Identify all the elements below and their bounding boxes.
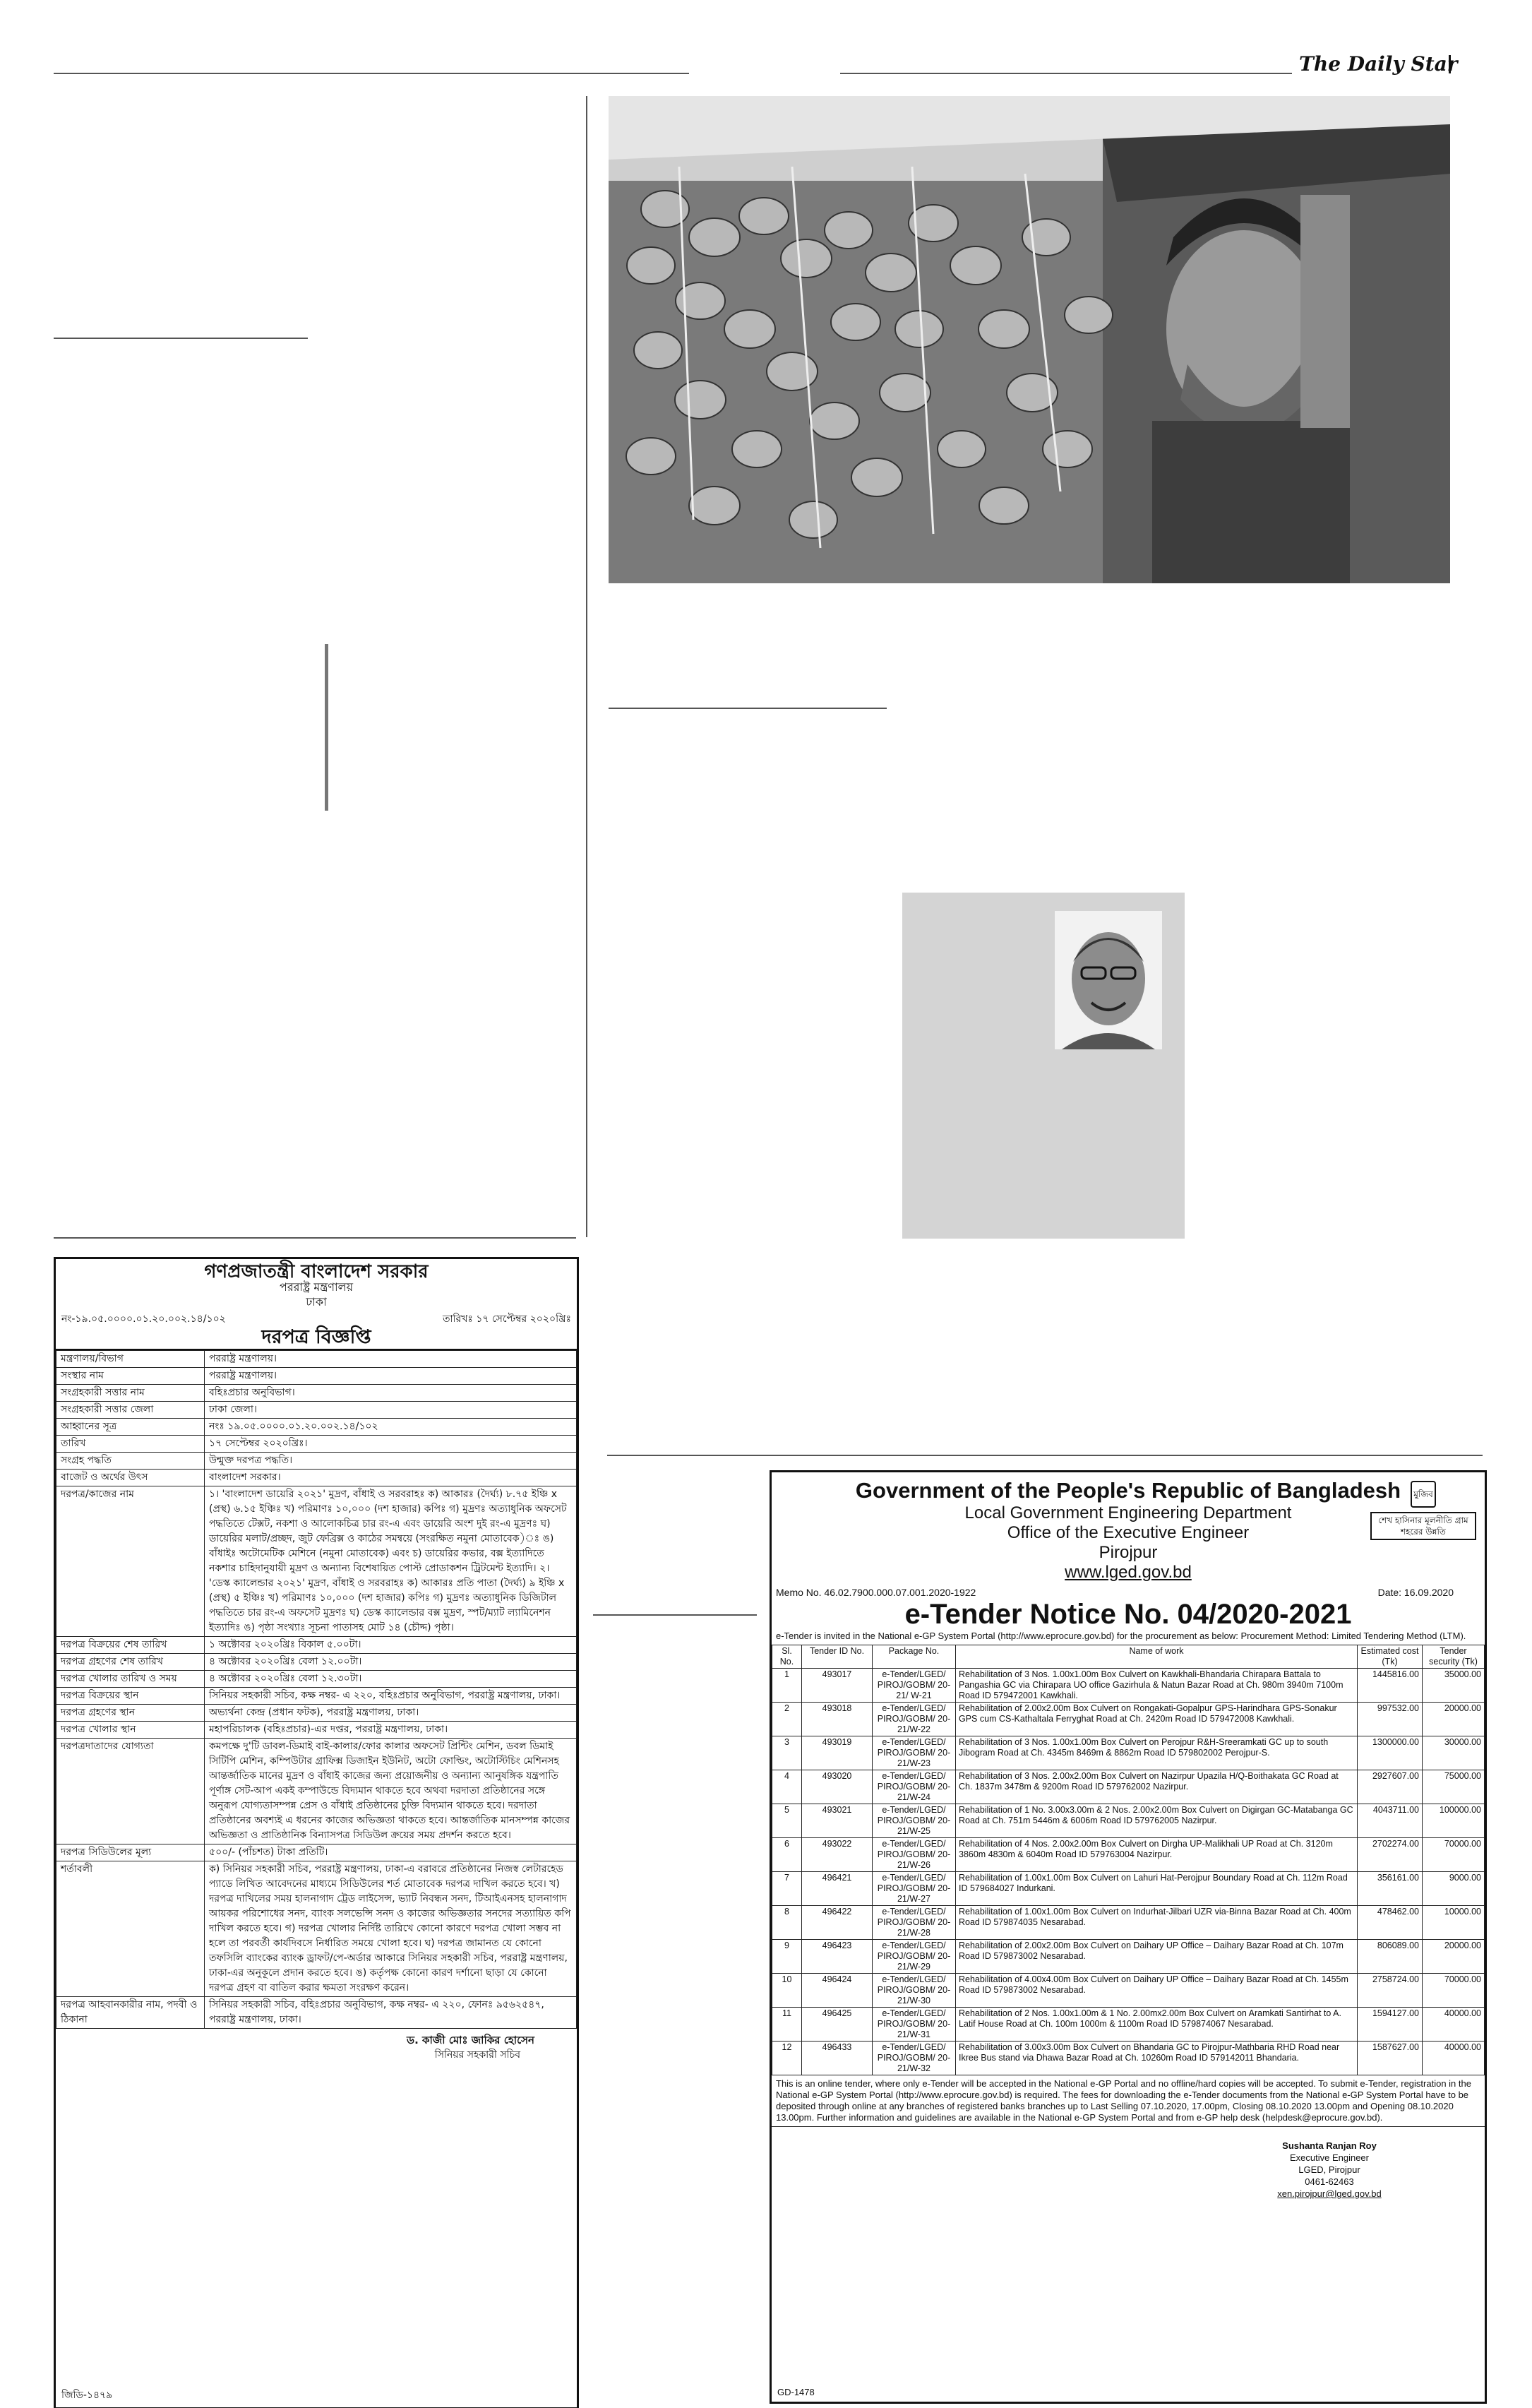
bn-heading: দরপত্র বিজ্ঞপ্তি: [56, 1330, 577, 1350]
table-row: [772, 1974, 1485, 2008]
bn-row: [56, 1688, 577, 1705]
en-cell-sl: 10: [772, 1974, 802, 2008]
section-rule-left: [54, 1237, 576, 1239]
en-cell-id: 496421: [802, 1872, 873, 1906]
en-cell-cost: 2758724.00: [1358, 1974, 1423, 2008]
bn-row: [56, 1436, 577, 1453]
table-row: [772, 1872, 1485, 1906]
bn-row-value: ১ অক্টোবর ২০২০খ্রিঃ বিকাল ৫.০০টা।: [205, 1637, 577, 1654]
bn-row-label: মন্ত্রণালয়/বিভাগ: [56, 1351, 205, 1368]
bn-row-label: দরপত্র বিক্রয়ের স্থান: [56, 1688, 205, 1705]
top-rule-left: [54, 73, 689, 74]
small-rule-right: [593, 1614, 757, 1616]
pullquote-bar: [325, 644, 328, 811]
en-cell-pkg: e-Tender/LGED/ PIROJ/GOBM/ 20-21/W-30: [873, 1974, 956, 2008]
en-phone: 0461-62463: [1305, 2176, 1354, 2187]
en-cell-sec: 20000.00: [1423, 1940, 1485, 1974]
en-code: GD-1478: [777, 2387, 815, 2397]
bn-row-value: কমপক্ষে দু'টি ডাবল-ডিমাই বাই-কালার/ফোর কালার অফসেট প্রিন্টিং মেশিন, ডবল ডিমাই সিটিপি মেশিন, কম্পিউটার গ্রাফিক্স ডিজাইন ইউনিট, অটো ফোল্ডিং, অটোস্টিচিং মেশিনসহ আন্তর্জাতিক মানের মুদ্রণ ও বাঁধাই কাজের জন্য প্রয়োজনীয় ও অন্যান্য আনুষঙ্গিক যন্ত্রপাতি পূর্ণাঙ্গ সেট-আপ একই কম্পাউন্ডে বিদ্যমান থাকতে হবে অথবা দরদাতা প্রতিষ্ঠানের সঙ্গে অনুরূপ যোগ্যতাসম্পন্ন প্রেস ও বাঁধাই প্রতিষ্ঠানের চুক্তি বিদ্যমান থাকতে হবে। দরদাতা প্রতিষ্ঠানের অবশ্যই এ ধরনের কাজের অভিজ্ঞতা থাকতে হবে। আন্তর্জাতিক মানসম্পন্ন কাজের অভিজ্ঞতা ও প্রাতিষ্ঠানিক বিন্যাসপত্র সিডিউল ক্রয়ের সময় প্রদর্শন করতে হবে।: [205, 1739, 577, 1844]
news-photo-dates: [609, 96, 1450, 583]
bn-row-value: অভ্যর্থনা কেন্দ্র (প্রধান ফটক), পররাষ্ট্র মন্ত্রণালয়, ঢাকা।: [205, 1705, 577, 1722]
bn-city: ঢাকা: [306, 1295, 327, 1309]
en-tender-notice: [770, 1470, 1487, 2404]
author-portrait: [1055, 911, 1162, 1049]
en-column-header: Package No.: [873, 1645, 956, 1669]
en-cell-sl: 3: [772, 1736, 802, 1770]
bn-row-label: সংগ্রহকারী সত্তার জেলা: [56, 1402, 205, 1419]
en-cell-sec: 70000.00: [1423, 1838, 1485, 1872]
en-cell-sl: 12: [772, 2042, 802, 2075]
en-cell-cost: 2927607.00: [1358, 1770, 1423, 1804]
bn-row-label: আহ্বানের সূত্র: [56, 1419, 205, 1436]
table-row: [772, 1669, 1485, 1703]
bn-row-label: দরপত্র আহবানকারীর নাম, পদবী ও ঠিকানা: [56, 1997, 205, 2029]
en-cell-sl: 8: [772, 1906, 802, 1940]
en-cell-sec: 9000.00: [1423, 1872, 1485, 1906]
bn-row-label: সংগ্রহ পদ্ধতি: [56, 1453, 205, 1470]
en-cell-id: 493020: [802, 1770, 873, 1804]
en-signer: Sushanta Ranjan Roy: [1282, 2140, 1377, 2151]
en-cell-id: 496422: [802, 1906, 873, 1940]
en-cell-id: 493022: [802, 1838, 873, 1872]
en-cell-work: Rehabilitation of 3 Nos. 1.00x1.00m Box Culvert on Kawkhali-Bhandaria Chirapara Battala to Pangashia GC via Chirapara UO office Gazirhula & Natun Bazar Road at Ch. 980m 3940m 7100m Road ID 579472001 Kawkhali.: [956, 1669, 1358, 1703]
bn-signer: ড. কাজী মোঃ জাকির হোসেন: [407, 2034, 534, 2046]
bn-row-label: দরপত্র গ্রহণের শেষ তারিখ: [56, 1654, 205, 1671]
en-cell-pkg: e-Tender/LGED/ PIROJ/GOBM/ 20-21/W-27: [873, 1872, 956, 1906]
en-date: Date: 16.09.2020: [1377, 1587, 1454, 1598]
en-cell-pkg: e-Tender/LGED/ PIROJ/GOBM/ 20-21/W-23: [873, 1736, 956, 1770]
bn-row-label: শর্তাবলী: [56, 1861, 205, 1997]
bn-row-value: পররাষ্ট্র মন্ত্রণালয়।: [205, 1368, 577, 1385]
bn-row-value: বহিঃপ্রচার অনুবিভাগ।: [205, 1385, 577, 1402]
bn-row: [56, 1705, 577, 1722]
en-cell-cost: 1587627.00: [1358, 2042, 1423, 2075]
bn-row-value: ৫০০/- (পাঁচশত) টাকা প্রতিটি।: [205, 1844, 577, 1861]
bn-row-value: ঢাকা জেলা।: [205, 1402, 577, 1419]
table-row: [772, 1804, 1485, 1838]
bn-row-value: সিনিয়র সহকারী সচিব, বহিঃপ্রচার অনুবিভাগ, কক্ষ নম্বর- এ ২২০, ফোনঃ ৯৫৬২৫৪৭, পররাষ্ট্র মন্ত্রণালয়, ঢাকা।: [205, 1997, 577, 2029]
table-row: [772, 1770, 1485, 1804]
bn-row-value: উন্মুক্ত দরপত্র পদ্ধতি।: [205, 1453, 577, 1470]
en-cell-cost: 1594127.00: [1358, 2008, 1423, 2042]
en-cell-pkg: e-Tender/LGED/ PIROJ/GOBM/ 20-21/W-26: [873, 1838, 956, 1872]
en-cell-work: Rehabilitation of 4 Nos. 2.00x2.00m Box Culvert on Dirgha UP-Malikhali UP Road at Ch. 3120m 3860m 4830m & 6040m Road ID 579763004 Nazirpur.: [956, 1838, 1358, 1872]
en-column-header: Tender ID No.: [802, 1645, 873, 1669]
en-cell-pkg: e-Tender/LGED/ PIROJ/GOBM/ 20-21/ W-21: [873, 1669, 956, 1703]
en-cell-cost: 1300000.00: [1358, 1736, 1423, 1770]
bn-memo-no: নং-১৯.০৫.০০০০.০১.২০.০০২.১৪/১০২: [61, 1313, 226, 1325]
en-cell-work: Rehabilitation of 1.00x1.00m Box Culvert on Indurhat-Jilbari UZR via-Binna Bazar Road at Ch. 400m Road ID 579874035 Nesarabad.: [956, 1906, 1358, 1940]
en-cell-work: Rehabilitation of 2 Nos. 1.00x1.00m & 1 No. 2.00mx2.00m Box Culvert on Aramkati Santirhat to A. Latif House Road at Ch. 100m 1000m & 1100m Road ID 579874067 Nesarabad.: [956, 2008, 1358, 2042]
en-cell-sl: 4: [772, 1770, 802, 1804]
en-cell-sec: 20000.00: [1423, 1703, 1485, 1736]
en-footer: This is an online tender, where only e-Tender will be accepted in the National e-GP Portal and no offline/hard copies will be accepted. To submit e-Tender, registration in the National e-GP System Portal (http://www.eprocure.gov.bd) is required. The fees for downloading the e-Tender documents from the National e-GP System Portal have to be deposited through online at any branches of registered banks branches up to Last Selling 07.10.2020, 17.00pm, Closing 08.10.2020 13.00pm and Opening 08.10.2020 13.00pm. Further information and guidelines are available in the National e-GP System Portal and from e-GP help desk (helpdesk@eprocure.gov.bd).: [772, 2075, 1485, 2127]
en-cell-work: Rehabilitation of 3 Nos. 1.00x1.00m Box Culvert on Perojpur R&H-Sreeramkati GC up to south Jibogram Road at Ch. 4345m 8469m & 8862m Road ID 579802002 Perojpur-S.: [956, 1736, 1358, 1770]
bn-row-value: মহাপরিচালক (বহিঃপ্রচার)-এর দপ্তর, পররাষ্ট্র মন্ত্রণালয়, ঢাকা।: [205, 1722, 577, 1739]
en-signature-block: [1223, 2140, 1435, 2200]
bn-row-label: দরপত্র গ্রহণের স্থান: [56, 1705, 205, 1722]
en-cell-pkg: e-Tender/LGED/ PIROJ/GOBM/ 20-21/W-22: [873, 1703, 956, 1736]
bn-row-label: সংগ্রহকারী সত্তার নাম: [56, 1385, 205, 1402]
table-row: [772, 1703, 1485, 1736]
en-cell-cost: 806089.00: [1358, 1940, 1423, 1974]
en-cell-sl: 2: [772, 1703, 802, 1736]
en-cell-id: 496423: [802, 1940, 873, 1974]
bn-row-label: দরপত্র সিডিউলের মূল্য: [56, 1844, 205, 1861]
en-cell-sec: 35000.00: [1423, 1669, 1485, 1703]
column-divider: [586, 96, 587, 1237]
section-rule-right: [607, 1455, 1483, 1456]
en-cell-pkg: e-Tender/LGED/ PIROJ/GOBM/ 20-21/W-24: [873, 1770, 956, 1804]
en-cell-sec: 100000.00: [1423, 1804, 1485, 1838]
bn-row: [56, 1861, 577, 1997]
bn-row-value: ক) সিনিয়র সহকারী সচিব, পররাষ্ট্র মন্ত্রণালয়, ঢাকা-এ বরাবরে প্রতিষ্ঠানের নিজস্ব লেটারহেড প্যাডে লিখিত আবেদনের মাধ্যমে সিডিউলের শর্ত মোতাবেক দরপত্র দাখিল করতে হবে। খ) দরপত্র দাখিলের সময় হালনাগাদ ট্রেড লাইসেন্স, ভ্যাট নিবন্ধন সনদ, টিআইএনসহ হালনাগাদ আয়কর পরিশোধের সনদ, ব্যাংক সলভেন্সি সনদ ও কাজের অভিজ্ঞতার সনদের সত্যায়িত কপি দাখিল করতে হবে। গ) দরপত্র খোলার নির্দিষ্ট তারিখে কোনো কারণে দরপত্র খোলা সম্ভব না হলে তা পরবর্তী কার্যদিবসে নির্ধারিত সময়ে খোলা হবে। ঘ) দরপত্র জামানত যে কোনো তফসিলি ব্যাংকের ব্যাংক ড্রাফট/পে-অর্ডার আকারে সিনিয়র সহকারী সচিব, পররাষ্ট্র মন্ত্রণালয়, ঢাকা-এর অনুকূলে প্রদান করতে হবে। ঙ) কর্তৃপক্ষ কোনো কারণ দর্শানো ছাড়া যে কোনো দরপত্র গ্রহণ বা বাতিল করার ক্ষমতা সংরক্ষণ করেন।: [205, 1861, 577, 1997]
en-cell-sec: 75000.00: [1423, 1770, 1485, 1804]
bn-row: [56, 1844, 577, 1861]
en-cell-id: 493019: [802, 1736, 873, 1770]
bn-row: [56, 1402, 577, 1419]
en-cell-pkg: e-Tender/LGED/ PIROJ/GOBM/ 20-21/W-28: [873, 1906, 956, 1940]
en-cell-pkg: e-Tender/LGED/ PIROJ/GOBM/ 20-21/W-25: [873, 1804, 956, 1838]
bn-row-label: তারিখ: [56, 1436, 205, 1453]
en-cell-id: 496425: [802, 2008, 873, 2042]
en-title: e-Tender Notice No. 04/2020-2021: [904, 1599, 1352, 1630]
en-cell-pkg: e-Tender/LGED/ PIROJ/GOBM/ 20-21/W-32: [873, 2042, 956, 2075]
en-cell-work: Rehabilitation of 2.00x2.00m Box Culvert on Rongakati-Gopalpur GPS-Harindhara GPS-Sonakur GPS cum CS-Kathaltala Ferryghat Road at Ch. 2420m Road ID 579472008 Kawkhali.: [956, 1703, 1358, 1736]
bn-row: [56, 1671, 577, 1688]
en-cell-sl: 1: [772, 1669, 802, 1703]
en-email-link[interactable]: xen.pirojpur@lged.gov.bd: [1277, 2188, 1382, 2199]
bn-government: গণপ্রজাতন্ত্রী বাংলাদেশ সরকার: [204, 1261, 429, 1282]
bn-row-value: ৪ অক্টোবর ২০২০খ্রিঃ বেলা ১২.০০টা।: [205, 1654, 577, 1671]
bn-row-value: ৪ অক্টোবর ২০২০খ্রিঃ বেলা ১২.৩০টা।: [205, 1671, 577, 1688]
bn-row: [56, 1637, 577, 1654]
bn-row: [56, 1486, 577, 1637]
en-column-header: Sl. No.: [772, 1645, 802, 1669]
bn-row-label: দরপত্র খোলার স্থান: [56, 1722, 205, 1739]
en-cell-cost: 356161.00: [1358, 1872, 1423, 1906]
en-cell-id: 493021: [802, 1804, 873, 1838]
en-signer-office: LGED, Pirojpur: [1298, 2164, 1360, 2175]
bn-signer-title: সিনিয়র সহকারী সচিব: [434, 2049, 520, 2061]
mujib-badge: [1370, 1481, 1476, 1540]
en-government: Government of the People's Republic of Bangladesh: [855, 1478, 1401, 1503]
en-memo: Memo No. 46.02.7900.000.07.001.2020-1922: [776, 1587, 976, 1598]
bn-row-value: নংঃ ১৯.০৫.০০০০.০১.২০.০০২.১৪/১০২: [205, 1419, 577, 1436]
headline-rule-left: [54, 338, 308, 339]
bn-row: [56, 1997, 577, 2029]
table-row: [772, 2008, 1485, 2042]
en-cell-sl: 6: [772, 1838, 802, 1872]
en-cell-pkg: e-Tender/LGED/ PIROJ/GOBM/ 20-21/W-31: [873, 2008, 956, 2042]
en-cell-id: 493018: [802, 1703, 873, 1736]
en-cell-pkg: e-Tender/LGED/ PIROJ/GOBM/ 20-21/W-29: [873, 1940, 956, 1974]
bn-row: [56, 1470, 577, 1486]
bn-details-table: [56, 1350, 577, 2029]
en-column-header: Name of work: [956, 1645, 1358, 1669]
en-cell-cost: 1445816.00: [1358, 1669, 1423, 1703]
masthead-logo: The Daily Star: [1299, 52, 1458, 76]
mujib-logo-icon: মুজিব: [1411, 1481, 1436, 1508]
en-cell-sl: 5: [772, 1804, 802, 1838]
en-cell-sec: 30000.00: [1423, 1736, 1485, 1770]
en-column-header: Tender security (Tk): [1423, 1645, 1485, 1669]
bn-row-label: দরপত্র বিক্রয়ের শেষ তারিখ: [56, 1637, 205, 1654]
en-cell-work: Rehabilitation of 1.00x1.00m Box Culvert on Lahuri Hat-Perojpur Boundary Road at Ch. 112m Road ID 579684027 Indurkani.: [956, 1872, 1358, 1906]
bn-date: তারিখঃ ১৭ সেপ্টেম্বর ২০২০খ্রিঃ: [442, 1313, 571, 1325]
bn-row: [56, 1453, 577, 1470]
table-row: [772, 1838, 1485, 1872]
en-tender-table: [772, 1645, 1485, 2075]
en-signer-title: Executive Engineer: [1289, 2152, 1369, 2163]
bn-row: [56, 1654, 577, 1671]
en-website-link[interactable]: www.lged.gov.bd: [1065, 1563, 1192, 1582]
en-cell-sec: 10000.00: [1423, 1906, 1485, 1940]
en-cell-work: Rehabilitation of 3 Nos. 2.00x2.00m Box Culvert on Nazirpur Upazila H/Q-Boithakata GC Road at Ch. 1837m 3478m & 9200m Road ID 579762002 Nazirpur.: [956, 1770, 1358, 1804]
en-department: Local Government Engineering Department: [964, 1503, 1292, 1522]
en-district: Pirojpur: [1099, 1543, 1158, 1562]
en-cell-work: Rehabilitation of 1 No. 3.00x3.00m & 2 Nos. 2.00x2.00m Box Culvert on Digirgan GC-Matabanga GC Road at Ch. 751m 5446m & 6006m Road ID 579762005 Nazirpur.: [956, 1804, 1358, 1838]
table-row: [772, 1940, 1485, 1974]
badge-slogan: শেখ হাসিনার মূলনীতি গ্রাম শহরের উন্নতি: [1370, 1512, 1476, 1540]
en-cell-sl: 7: [772, 1872, 802, 1906]
table-row: [772, 1906, 1485, 1940]
bn-row: [56, 1385, 577, 1402]
bn-row-value: ১৭ সেপ্টেম্বর ২০২০খ্রিঃ।: [205, 1436, 577, 1453]
bn-row-label: দরপত্র/কাজের নাম: [56, 1486, 205, 1637]
en-cell-id: 496433: [802, 2042, 873, 2075]
bn-row: [56, 1351, 577, 1368]
en-cell-work: Rehabilitation of 3.00x3.00m Box Culvert on Bhandaria GC to Pirojpur-Mathbaria RHD Road near Ikree Bus stand via Dhawa Bazar Road at Ch. 10260m Road ID 579142011 Bhandaria.: [956, 2042, 1358, 2075]
bn-row-value: ১। 'বাংলাদেশ ডায়েরি ২০২১' মুদ্রণ, বাঁধাই ও সরবরাহঃ ক) আকারঃ (দৈর্ঘ্য) ৮.৭৫ ইঞ্চি x (প্রস্থ) ৬.১৫ ইঞ্চিঃ খ) পরিমাণঃ ১০,০০০ (দশ হাজার) কপিঃ গ) মুদ্রণঃ অত্যাধুনিক অফসেট পদ্ধতিতে টেক্সট, নকশা ও আলোকচিত্র চার রং-এ এবং ডায়েরি অংশ দুই রং-এ মুদ্রণঃ ঘ) ডায়েরির মলাট/প্রচ্ছদ, জুট ফেব্রিক্স ও কাঠের সমন্বয়ে (সংরক্ষিত নমুনা মোতাবেক)ঃ ঙ) বাঁধাইঃ অটোমেটিক মেশিনে (নমুনা মোতাবেক) এবং চ) ডায়েরির কভার, বক্স ইত্যাদিতে নকশার চাহিদানুযায়ী মুদ্রণ ও অন্যান্য বিশেষায়িত পোস্ট প্রোডাকশন ট্রিটমেন্ট ইত্যাদি। ২। 'ডেস্ক ক্যালেন্ডার ২০২১' মুদ্রণ, বাঁধাই ও সরবরাহঃ ক) আকারঃ প্রতি পাতা (দৈর্ঘ্য) ৯ ইঞ্চি x (প্রস্থ) ৫ ইঞ্চিঃ খ) পরিমাণঃ ১০,০০০ (দশ হাজার) কপিঃ গ) মুদ্রণঃ অত্যাধুনিক ডিজিটাল পদ্ধতিতে চার রং-এ অফসেট মুদ্রণঃ ঘ) ডেস্ক ক্যালেন্ডার বক্স মুদ্রণ, স্পট/ম্যাট ল্যামিনেশন ইত্যাদিঃ ঙ) পৃষ্ঠা সংখ্যাঃ সূচনা পাতাসহ মোট ১৪ (চৌদ্দ) পৃষ্ঠা।: [205, 1486, 577, 1637]
en-cell-cost: 4043711.00: [1358, 1804, 1423, 1838]
bn-code: জিডি-১৪৭৯: [61, 2390, 113, 2401]
en-cell-id: 496424: [802, 1974, 873, 2008]
bn-row-label: দরপত্র খোলার তারিখ ও সময়: [56, 1671, 205, 1688]
bn-row-label: দরপত্রদাতাদের যোগ্যতা: [56, 1739, 205, 1844]
en-cell-sec: 40000.00: [1423, 2042, 1485, 2075]
en-cell-cost: 997532.00: [1358, 1703, 1423, 1736]
en-column-header: Estimated cost (Tk): [1358, 1645, 1423, 1669]
en-cell-work: Rehabilitation of 4.00x4.00m Box Culvert on Daihary UP Office – Daihary Bazar Road at Ch. 1455m Road ID 579873002 Nesarabad.: [956, 1974, 1358, 2008]
en-office: Office of the Executive Engineer: [1007, 1523, 1250, 1542]
headline-rule-right: [609, 708, 887, 709]
table-row: [772, 2042, 1485, 2075]
bn-ministry: পররাষ্ট্র মন্ত্রণালয়: [279, 1280, 354, 1294]
bn-row: [56, 1722, 577, 1739]
en-cell-cost: 478462.00: [1358, 1906, 1423, 1940]
bn-row: [56, 1739, 577, 1844]
en-cell-id: 493017: [802, 1669, 873, 1703]
en-cell-sl: 11: [772, 2008, 802, 2042]
bn-row-label: সংস্থার নাম: [56, 1368, 205, 1385]
en-cell-work: Rehabilitation of 2.00x2.00m Box Culvert on Daihary UP Office – Daihary Bazar Road at Ch. 107m Road ID 579873002 Nesarabad.: [956, 1940, 1358, 1974]
bn-row-value: বাংলাদেশ সরকার।: [205, 1470, 577, 1486]
bn-row-label: বাজেট ও অর্থের উৎস: [56, 1470, 205, 1486]
en-cell-sec: 70000.00: [1423, 1974, 1485, 2008]
en-cell-cost: 2702274.00: [1358, 1838, 1423, 1872]
bn-row-value: পররাষ্ট্র মন্ত্রণালয়।: [205, 1351, 577, 1368]
en-intro: e-Tender is invited in the National e-GP System Portal (http://www.eprocure.gov.bd) for the procurement as below: Procurement Method: Limited Tendering Method (LTM).: [776, 1631, 1466, 1641]
bn-row: [56, 1368, 577, 1385]
bn-row-value: সিনিয়র সহকারী সচিব, কক্ষ নম্বর- এ ২২০, বহিঃপ্রচার অনুবিভাগ, পররাষ্ট্র মন্ত্রণালয়, ঢাকা।: [205, 1688, 577, 1705]
top-rule-right: [840, 73, 1292, 74]
table-row: [772, 1736, 1485, 1770]
bn-row: [56, 1419, 577, 1436]
en-cell-sec: 40000.00: [1423, 2008, 1485, 2042]
en-cell-sl: 9: [772, 1940, 802, 1974]
bangla-tender-notice: [54, 1257, 579, 2408]
